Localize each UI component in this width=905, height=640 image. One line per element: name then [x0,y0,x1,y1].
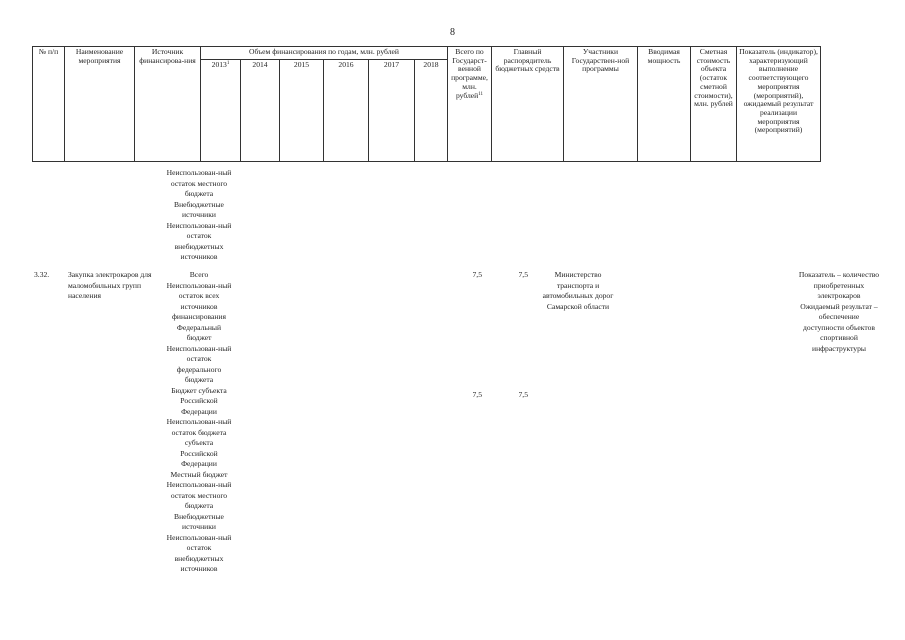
header-manager: Главный распорядитель бюджетных средств [492,47,564,162]
header-indicator: Показатель (индикатор), характеризующий выполнение соответствующего мероприятия (мероприятий), ожидаемый результат реализации мероприятия (мероприятий) [737,47,821,162]
source-item: Неиспользован-ный остаток федерального бюджета [166,343,232,384]
source-item: Неиспользован-ный остаток внебюджетных источников [166,532,232,573]
source-item: Бюджет субъекта Российской Федерации [171,385,227,416]
source-item: Неиспользован-ный остаток внебюджетных источников [166,220,232,261]
source-item: Неиспользован-ный остаток всех источников финансирования [166,280,232,321]
header-year-2017: 2017 [369,60,415,162]
header-participants: Участники Государствен-ной программы [564,47,638,162]
row-indicator: Показатель – количество приобретенных электрокаров Ожидаемый результат – обеспечение доступности объектов спортивной инфраструктуры [798,270,880,353]
source-item: Неиспользован-ный остаток местного бюджета [166,480,232,510]
header-source: Источник финансирова-ния [135,47,201,162]
header-total: Всего по Государст-венной программе, млн. рублей$^{11}$ [448,47,492,162]
sources-top-list [166,168,232,263]
source-item: Неиспользован-ный остаток местного бюджета [166,168,232,198]
source-item: Неиспользован-ный остаток бюджета субъекта Российской Федерации [166,417,232,468]
page-number: 8 [450,27,455,38]
value-total-total: 7,5 [518,270,528,279]
header-volume-title: Объем финансирования по годам, млн. рублей [201,47,448,60]
value-2018-total: 7,5 [472,270,482,279]
header-num: № п/п [33,47,65,162]
source-item: Местный бюджет [170,469,228,479]
header-year-2013: 2013$^1$ [201,60,241,162]
value-2018-subject: 7,5 [472,390,482,399]
value-total-subject: 7,5 [518,390,528,399]
header-estimate: Сметная стоимость объекта (остаток сметной стоимости), млн. рублей [691,47,737,162]
header-year-2016: 2016 [324,60,369,162]
source-item: Внебюджетные источники [174,199,224,219]
row-manager: Министерство транспорта и автомобильных дорог Самарской области [542,270,614,311]
source-item: Федеральный бюджет [176,322,222,342]
header-year-2014: 2014 [241,60,280,162]
header-table [32,46,821,162]
source-item: Внебюджетные источники [174,511,224,531]
header-year-2015: 2015 [280,60,324,162]
row-name: Закупка электрокаров для маломобильных групп населения [68,270,152,300]
source-item: Всего [189,270,209,279]
sources-row-list [166,270,232,575]
header-name: Наименование мероприятия [65,47,135,162]
header-year-2018: 2018 [415,60,448,162]
header-capacity: Вводимая мощность [638,47,691,162]
row-number: 3.32. [34,270,50,279]
